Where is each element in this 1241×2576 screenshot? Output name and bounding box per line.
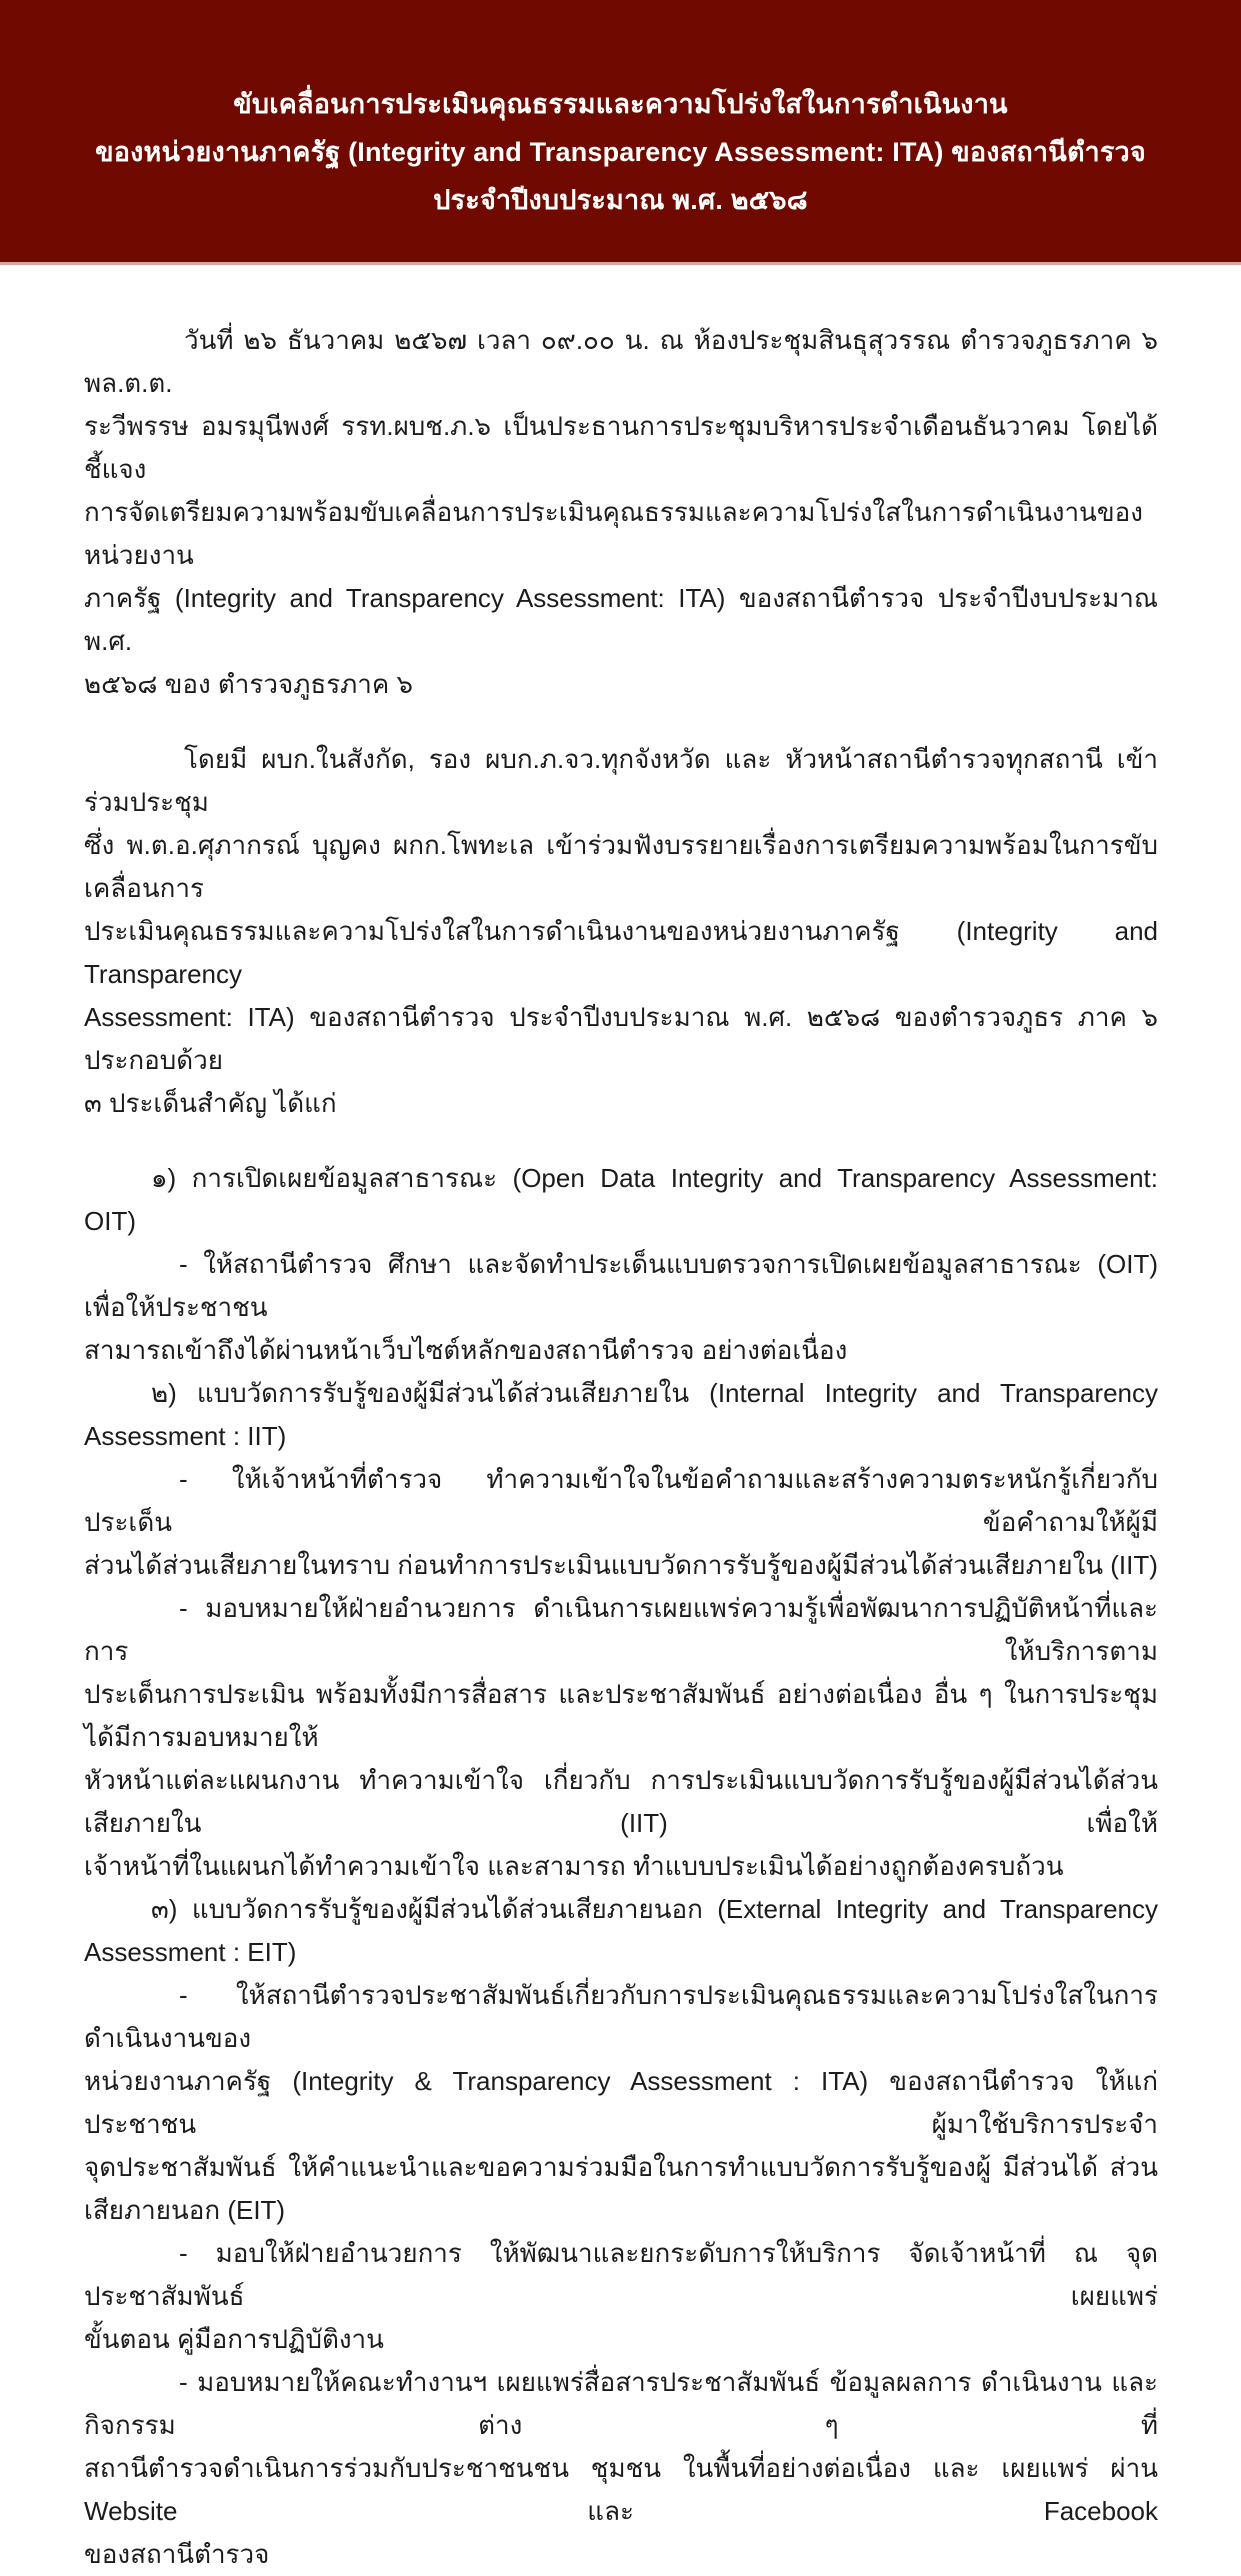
text-line: สถานีตำรวจดำเนินการร่วมกับประชาชนชน ชุมชน ในพื้นที่อย่างต่อเนื่อง และ เผยแพร่ ผ่าน Website และ Facebook (84, 2453, 1158, 2526)
header-banner (0, 0, 1241, 265)
text-line: - ให้สถานีตำรวจประชาสัมพันธ์เกี่ยวกับการประเมินคุณธรรมและความโปร่งใสในการ ดำเนินงานของ (84, 1980, 1158, 2053)
text-line: หัวหน้าแต่ละแผนกงาน ทำความเข้าใจ เกี่ยวกับ การประเมินแบบวัดการรับรู้ของผู้มีส่วนได้ส่วนเสียภายใน (IIT) เพื่อให้ (84, 1765, 1158, 1838)
text-line: - มอบหมายให้ฝ่ายอำนวยการ ดำเนินการเผยแพร่ความรู้เพื่อพัฒนาการปฏิบัติหน้าที่และการ ให้บริการตาม (84, 1593, 1158, 1666)
text-line: การจัดเตรียมความพร้อมขับเคลื่อนการประเมินคุณธรรมและความโปร่งใสในการดำเนินงานของหน่วยงาน (84, 497, 1143, 570)
page-title-line-2: ของหน่วยงานภาครัฐ (Integrity and Transparency Assessment: ITA) ของสถานีตำรวจ (95, 137, 1146, 167)
text-line: หน่วยงานภาครัฐ (Integrity & Transparency Assessment : ITA) ของสถานีตำรวจ ให้แก่ ประชาชน ผู้มาใช้บริการประจำ (84, 2066, 1158, 2139)
text-line: ขั้นตอน คู่มือการปฏิบัติงาน (84, 2324, 384, 2354)
text-line: ระวีพรรษ อมรมุนีพงศ์ รรท.ผบช.ภ.๖ เป็นประธานการประชุมบริหารประจำเดือนธันวาคม โดยได้ชี้แจง (84, 411, 1158, 484)
text-line: ๓) แบบวัดการรับรู้ของผู้มีส่วนได้ส่วนเสียภายนอก (External Integrity and Transparency Assessment : EIT) (84, 1894, 1158, 1967)
text-line: เจ้าหน้าที่ในแผนกได้ทำความเข้าใจ และสามารถ ทำแบบประเมินได้อย่างถูกต้องครบถ้วน (84, 1851, 1064, 1881)
text-line: - ให้สถานีตำรวจ ศึกษา และจัดทำประเด็นแบบตรวจการเปิดเผยข้อมูลสาธารณะ (OIT) เพื่อให้ประชาชน (84, 1249, 1158, 1322)
text-line: ๑) การเปิดเผยข้อมูลสาธารณะ (Open Data Integrity and Transparency Assessment: OIT) (84, 1163, 1158, 1236)
text-line: ของสถานีตำรวจ (84, 2539, 270, 2569)
text-line: - มอบหมายให้คณะทำงานฯ เผยแพร่สื่อสารประชาสัมพันธ์ ข้อมูลผลการ ดำเนินงาน และกิจกรรม ต่าง ๆ ที่ (84, 2367, 1158, 2440)
text-line: ซึ่ง พ.ต.อ.ศุภากรณ์ บุญคง ผกก.โพทะเล เข้าร่วมฟังบรรยายเรื่องการเตรียมความพร้อมในการขับเคลื่อนการ (84, 830, 1158, 903)
text-line: ประเมินคุณธรรมและความโปร่งใสในการดำเนินงานของหน่วยงานภาครัฐ (Integrity and Transparency (84, 916, 1158, 989)
text-line: โดยมี ผบก.ในสังกัด, รอง ผบก.ภ.จว.ทุกจังหวัด และ หัวหน้าสถานีตำรวจทุกสถานี เข้าร่วมประชุม (84, 744, 1158, 817)
text-line: ๒) แบบวัดการรับรู้ของผู้มีส่วนได้ส่วนเสียภายใน (Internal Integrity and Transparency Assessment : IIT) (84, 1378, 1158, 1451)
page-title-line-3: ประจำปีงบประมาณ พ.ศ. ๒๕๖๘ (433, 185, 808, 215)
text-line: ส่วนได้ส่วนเสียภายในทราบ ก่อนทำการประเมินแบบวัดการรับรู้ของผู้มีส่วนได้ส่วนเสียภายใน (IIT) (84, 1550, 1158, 1580)
text-line: ๓ ประเด็นสำคัญ ได้แก่ (84, 1088, 337, 1118)
text-line: - ให้เจ้าหน้าที่ตำรวจ ทำความเข้าใจในข้อคำถามและสร้างความตระหนักรู้เกี่ยวกับ ประเด็น ข้อคำถามให้ผู้มี (84, 1464, 1158, 1537)
text-line: สามารถเข้าถึงได้ผ่านหน้าเว็บไซต์หลักของสถานีตำรวจ อย่างต่อเนื่อง (84, 1335, 848, 1365)
text-line: ประเด็นการประเมิน พร้อมทั้งมีการสื่อสาร และประชาสัมพันธ์ อย่างต่อเนื่อง อื่น ๆ ในการประชุมได้มีการมอบหมายให้ (84, 1679, 1158, 1752)
text-line: ๒๕๖๘ ของ ตำรวจภูธรภาค ๖ (84, 669, 414, 699)
text-line: วันที่ ๒๖ ธันวาคม ๒๕๖๗ เวลา ๐๙.๐๐ น. ณ ห้องประชุมสินธุสุวรรณ ตำรวจภูธรภาค ๖ พล.ต.ต. (84, 325, 1158, 398)
text-line: ภาครัฐ (Integrity and Transparency Assessment: ITA) ของสถานีตำรวจ ประจำปีงบประมาณ พ.ศ. (84, 583, 1158, 656)
text-line: จุดประชาสัมพันธ์ ให้คำแนะนำและขอความร่วมมือในการทำแบบวัดการรับรู้ของผู้ มีส่วนได้ ส่วน เสียภายนอก (EIT) (84, 2152, 1158, 2225)
page-title-line-1: ขับเคลื่อนการประเมินคุณธรรมและความโปร่งใสในการดำเนินงาน (233, 89, 1008, 119)
text-line: - มอบให้ฝ่ายอำนวยการ ให้พัฒนาและยกระดับการให้บริการ จัดเจ้าหน้าที่ ณ จุด ประชาสัมพันธ์ เผยแพร่ (84, 2238, 1158, 2311)
document-body (84, 319, 1158, 2576)
text-line: Assessment: ITA) ของสถานีตำรวจ ประจำปีงบประมาณ พ.ศ. ๒๕๖๘ ของตำรวจภูธร ภาค ๖ ประกอบด้วย (84, 1002, 1158, 1075)
